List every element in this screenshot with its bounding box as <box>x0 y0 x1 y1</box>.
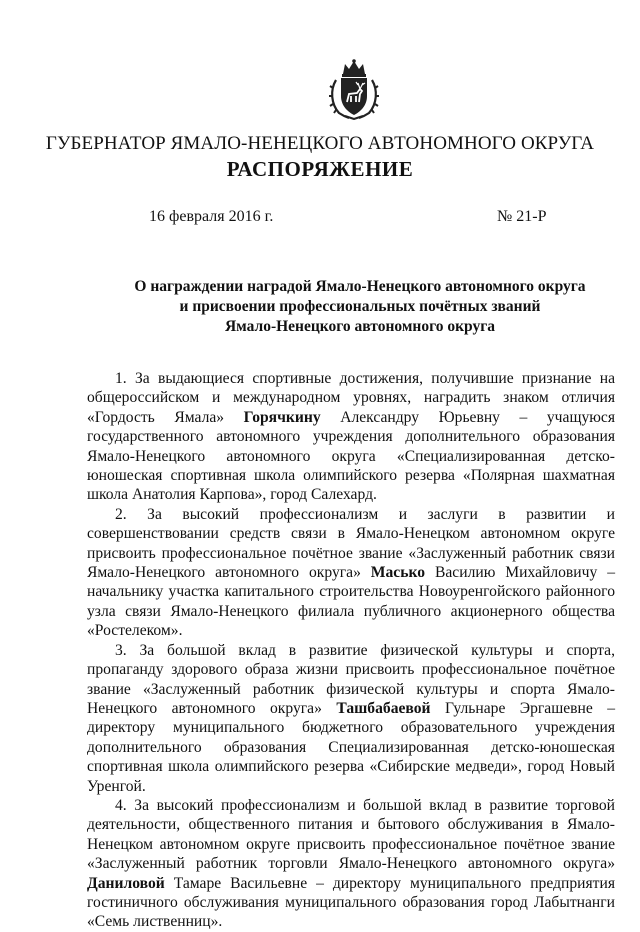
document-type: РАСПОРЯЖЕНИЕ <box>226 157 414 181</box>
issuing-authority: ГУБЕРНАТОР ЯМАЛО-НЕНЕЦКОГО АВТОНОМНОГО ОКРУГА <box>45 133 595 154</box>
title-line: и присвоении профессиональных почётных званий <box>179 298 541 315</box>
document-body <box>87 369 615 932</box>
document-number: № 21-Р <box>497 208 547 225</box>
clause-text: 3. За большой вклад в развитие физической культуры и спорта, пропаганду здорового образа жизни присвоить профессиональное почётное звание «Заслуженный работник физической культуры и спорта Ямало-Ненецкого автономного округа» <box>87 641 615 717</box>
clause-1 <box>87 369 615 505</box>
document-date: 16 февраля 2016 г. <box>149 208 274 225</box>
clause-text: Гульнаре Эргашевне – директору муниципального бюджетного образовательного учреждения дополнительного образования Специализированная детско-юношеская спортивная школа олимпийского резерва «Сибирские медведи», город Новый Уренгой. <box>87 699 615 795</box>
document-title <box>100 277 620 337</box>
awardee-surname: Горячкину <box>243 408 321 426</box>
awardee-surname: Даниловой <box>87 874 165 892</box>
clause-4 <box>87 796 615 932</box>
title-line: О награждении наградой Ямало-Ненецкого автономного округа <box>134 278 586 295</box>
clause-text: 4. За высокий профессионализм и большой вклад в развитие торговой деятельности, общественного питания и бытового обслуживания в Ямало-Ненецком автономном округе присвоить профессиональное почётное звание «Заслуженный работник торговли Ямало-Ненецкого автономного округа» <box>87 796 615 873</box>
clause-text: Александру Юрьевну – учащуюся государственного автономного учреждения дополнительного образования Ямало-Ненецкого автономного округа «Специализированная детско-юношеская спортивная школа олимпийского резерва «Полярная шахматная школа Анатолия Карпова», город Салехард. <box>87 408 615 504</box>
awardee-surname: Ташбабаевой <box>336 699 431 717</box>
coat-of-arms-icon <box>327 58 381 120</box>
clause-2 <box>87 505 615 641</box>
clause-text: 1. За выдающиеся спортивные достижения, получившие признание на общероссийском и международном уровнях, наградить знаком отличия «Гордость Ямала» <box>87 370 615 426</box>
title-line: Ямало-Ненецкого автономного округа <box>224 318 495 335</box>
clause-3 <box>87 641 615 796</box>
clause-text: Василию Михайловичу – начальнику участка капитального строительства Новоуренгойского районного узла связи Ямало-Ненецкого филиала публичного акционерного общества «Ростелеком». <box>87 564 615 640</box>
clause-text: 2. За высокий профессионализм и заслуги в развитии и совершенствовании средств связи в Ямало-Ненецком автономном округе присвоить профессиональное почётное звание «Заслуженный работник связи Ямало-Ненецкого автономного округа» <box>87 505 615 582</box>
clause-text: Тамаре Васильевне – директору муниципального предприятия гостиничного обслуживания муниципального образования город Лабытнанги «Семь лиственниц». <box>87 874 615 931</box>
awardee-surname: Масько <box>370 564 426 582</box>
